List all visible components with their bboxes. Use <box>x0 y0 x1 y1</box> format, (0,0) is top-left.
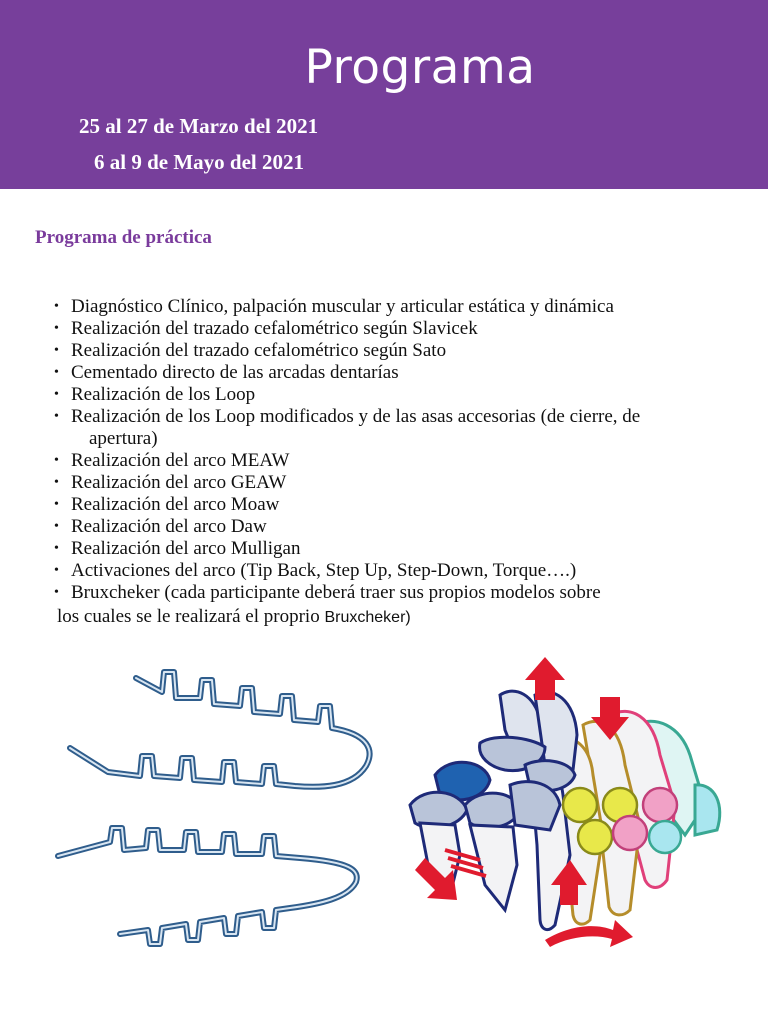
list-tail-text: los cuales se le realizará el proprio Bruxcheker) <box>57 606 411 627</box>
bruxcheker-word: Bruxcheker) <box>324 609 411 626</box>
date-line-1: 25 al 27 de Marzo del 2021 <box>79 114 319 138</box>
list-item: • Realización del arco MEAW <box>54 450 290 471</box>
bullet: • <box>54 453 59 468</box>
list-item: • Realización del arco GEAW <box>54 472 287 493</box>
practice-list <box>50 296 740 604</box>
list-item: • Realización del trazado cefalométrico según Slavicek <box>54 318 478 339</box>
curved-arrow-icon <box>545 920 633 947</box>
list-item: • Realización del arco Moaw <box>54 494 280 515</box>
list-item: • Cementado directo de las arcadas dentarías <box>54 362 399 383</box>
teeth-illustration <box>405 655 735 955</box>
crowns <box>563 788 681 854</box>
list-item: • Activaciones del arco (Tip Back, Step Up, Step-Down, Torque….) <box>54 560 577 581</box>
header-banner <box>0 0 768 189</box>
page-title: Programa <box>304 40 536 95</box>
bullet: • <box>54 475 59 490</box>
bullet: • <box>54 321 59 336</box>
bullet: • <box>54 563 59 578</box>
upper-arch-wire <box>70 672 370 787</box>
bullet: • <box>54 387 59 402</box>
list-item: • Bruxcheker (cada participante deberá traer sus propios modelos sobre <box>54 582 601 603</box>
bullet: • <box>54 497 59 512</box>
list-item: • Realización de los Loop <box>54 384 256 405</box>
list-item: • Diagnóstico Clínico, palpación muscular y articular estática y dinámica <box>54 296 614 317</box>
bullet: • <box>54 519 59 534</box>
bullet: • <box>54 299 59 314</box>
list-item: • Realización del trazado cefalométrico según Sato <box>54 340 447 361</box>
list-item: • Realización de los Loop modificados y de las asas accesorias (de cierre, de apertura) <box>50 406 740 450</box>
bullet: • <box>54 365 59 380</box>
list-item-continuation: apertura) <box>89 428 158 449</box>
list-item: • Realización del arco Daw <box>54 516 267 537</box>
bullet: • <box>54 541 59 556</box>
bullet: • <box>54 409 59 424</box>
lower-arch-wire <box>58 828 357 944</box>
orthodontic-wires-illustration <box>50 660 390 950</box>
bullet: • <box>54 585 59 600</box>
date-line-2: 6 al 9 de Mayo del 2021 <box>94 150 304 174</box>
arrow-up-icon <box>525 657 565 700</box>
section-title: Programa de práctica <box>35 227 212 248</box>
bullet: • <box>54 343 59 358</box>
list-item: • Realización del arco Mulligan <box>54 538 301 559</box>
